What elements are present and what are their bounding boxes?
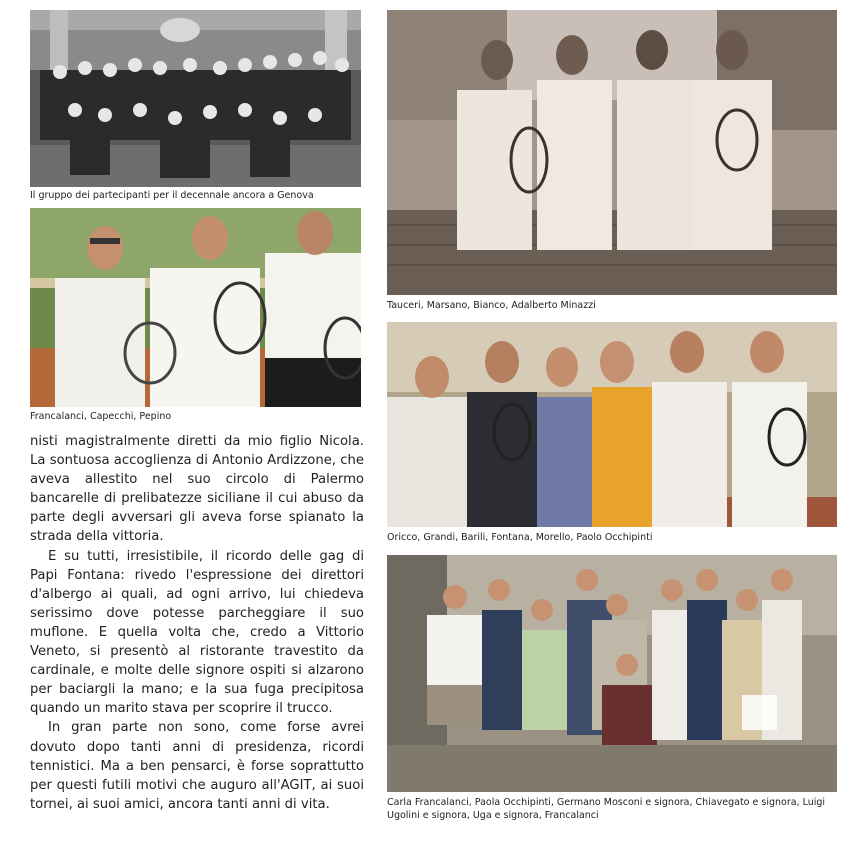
photo-group-genova (30, 10, 361, 187)
photo-couples-group (387, 555, 837, 792)
photo-caption-group-genova: Il gruppo dei partecipanti per il decennale ancora a Genova (30, 190, 314, 201)
photo-caption-francalanci-capecchi-pepino: Francalanci, Capecchi, Pepino (30, 411, 172, 422)
photo-caption-couples-group: Carla Francalanci, Paola Occhipinti, Germano Mosconi e signora, Chiavegato e signora, Luigi Ugolini e signora, Uga e signora, Francalanci (387, 797, 826, 821)
photo-caption-tauceri-marsano-bianco-minazzi: Tauceri, Marsano, Bianco, Adalberto Minazzi (387, 300, 596, 311)
article-paragraph: E su tutti, irresistibile, il ricordo delle gag di Papi Fontana: rivedo l'espressione dei direttori d'albergo ai quali, ad ogni arrivo, lui chiedeva serissimo dove potesse parcheggiare il suo muflone. E quella volta che, credo a Vittorio Veneto, si presentò al ristorante travestito da cardinale, e molte delle signore ospiti si alzarono per baciargli la mano; e la sua fuga precipitosa quando un marito stava per scoprire il trucco. (30, 548, 364, 717)
photo-oricco-grandi-barili-fontana-morello-occhipinti (387, 322, 837, 527)
photo-francalanci-capecchi-pepino (30, 208, 361, 407)
article-paragraph: In gran parte non sono, come forse avrei dovuto dopo tanti anni di presidenza, ricordi tennistici. Ma a ben pensarci, è forse soprattutto per questi futili motivi che auguro all'AGIT, ai suoi tornei, ai suoi amici, ancora tanti anni di vita. (30, 720, 364, 812)
photo-tauceri-marsano-bianco-minazzi (387, 10, 837, 295)
article-body (30, 432, 364, 814)
article-paragraph: nisti magistralmente diretti da mio figlio Nicola. La sontuosa accoglienza di Antonio Ardizzone, che aveva allestito nel suo circolo di Palermo bancarelle di prelibatezze siciliane il cui abuso da parte degli avversari gli aveva forse spianato la strada della vittoria. (30, 434, 364, 545)
photo-caption-oricco-grandi-barili-fontana-morello-occhipinti: Oricco, Grandi, Barili, Fontana, Morello, Paolo Occhipinti (387, 532, 653, 543)
